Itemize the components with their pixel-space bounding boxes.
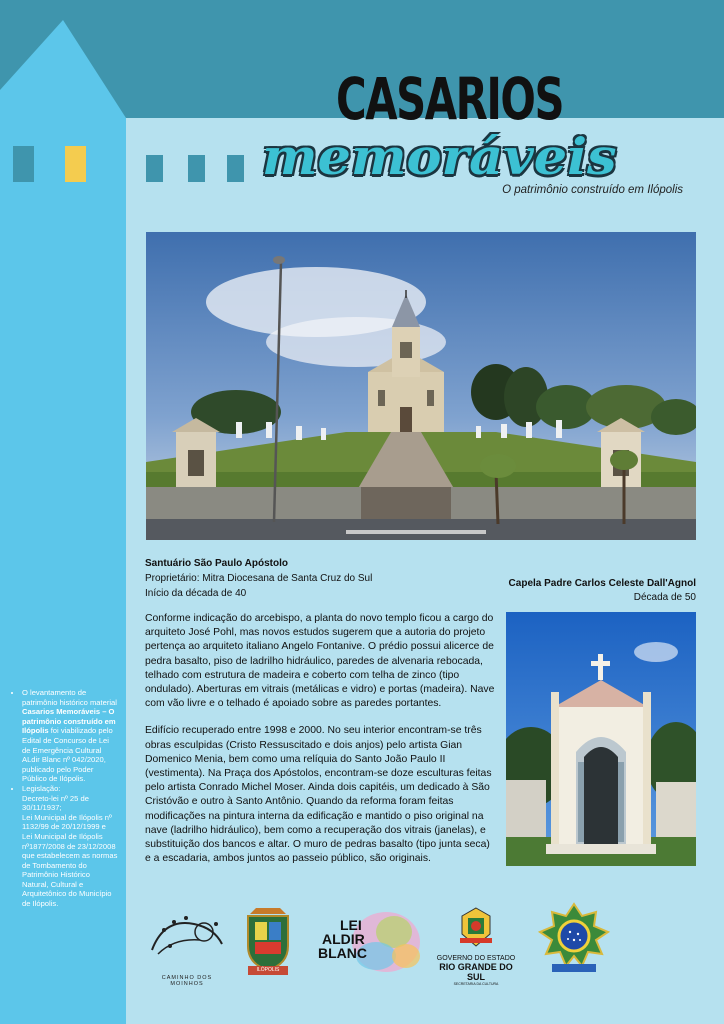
church-owner: Proprietário: Mitra Diocesana de Santa Cruz do Sul — [145, 573, 373, 584]
page-subtitle: O patrimônio construído em Ilópolis — [502, 184, 683, 196]
governo-rs-logo — [434, 906, 518, 986]
ilopolis-coat-of-arms — [240, 908, 296, 978]
chapel-name: Capela Padre Carlos Celeste Dall'Agnol — [508, 578, 696, 589]
brazil-arms-icon — [538, 902, 610, 978]
aldir-blanc-word-1: LEI — [340, 917, 362, 933]
church-date: Início da década de 40 — [145, 588, 247, 599]
caminho-logo-text: CAMINHO DOS MOINHOS — [161, 975, 213, 987]
mill-wheel-icon — [144, 910, 230, 966]
sidebar-legislation-b: Lei Municipal de Ilópolis nº 1132/99 de 20/12/1999 e — [22, 812, 112, 832]
church-name: Santuário São Paulo Apóstolo — [145, 558, 288, 569]
lei-aldir-blanc-logo — [314, 908, 424, 978]
sidebar-item-project-post: foi viabilizado pelo Edital de Concurso de Lei de Emergência Cultural ALdir Blanc nº 042/2020, publicado pelo Poder Público de Ilópolis. — [22, 726, 113, 784]
chapel-date: Década de 50 — [633, 592, 696, 603]
decor-square-2 — [188, 155, 205, 182]
sidebar-list — [8, 688, 118, 909]
sidebar-legislation-head: • Legislação: — [22, 783, 61, 793]
body-paragraph-1: Conforme indicação do arcebispo, a planta do novo templo ficou a cargo do arquiteto José Pohl, mas novos estudos sugerem que a autoria do projeto pertença ao arquiteto italiano Angelo Fontanive. O prédio possui alicerce de pedra basalto, piso de ladrilho hidráulico, paredes de alvenaria rebocada, telhado com estrutura de madeira e coberto com telha de zinco (tipo ondulado). Aberturas em vitrais (metálicas e vidro) e portas (madeira). Nave com vão livre e o telhado é apoiado sobre as paredes portantes. — [145, 613, 495, 710]
ilopolis-banner: ILÓPOLIS — [248, 966, 288, 975]
sidebar-legislation-a: Decreto-lei nº 25 de 30/11/1937; — [22, 793, 89, 813]
aldir-blanc-word-3: BLANC — [318, 945, 367, 961]
decor-square-1 — [146, 155, 163, 182]
governo-line-3: SECRETARIA DA CULTURA — [453, 982, 499, 986]
church-caption — [145, 556, 372, 601]
house-window-blue — [13, 146, 34, 182]
chapel-photo — [506, 612, 696, 866]
caminho-dos-moinhos-logo — [144, 910, 230, 987]
church-photo — [146, 232, 696, 540]
sidebar-item-project — [22, 688, 118, 784]
decor-square-3 — [227, 155, 244, 182]
sidebar-legislation-c: Lei Municipal de Ilópolis nº1877/2008 de 23/12/2008 que estabelecem as normas de Tombamento do Patrimônio Histórico Natural, Cultural e Arquitetônico do Município de Ilópolis. — [22, 831, 118, 909]
governo-line-1: GOVERNO DO ESTADO — [436, 955, 516, 962]
rs-coat-of-arms-icon — [456, 906, 496, 950]
house-window-yellow — [65, 146, 86, 182]
body-paragraph-2: Edifício recuperado entre 1998 e 2000. No seu interior encontram-se três obras esculpidas (Cristo Ressuscitado e dois anjos) pelo artista Gian Domenico Menia, bem como uma relíquia do Santo João Paulo II (vestimenta). Na Praça dos Apóstolos, encontram-se doze esculturas feitas pelo artista Conrado Michel Moser. Ainda dois capitéis, um dedicado à São Cristóvão e outro à Santo Antônio. Quando da reforma foram feitas modificações na pintura interna da edificação e mantido o piso original na nave (ladrilho hidráulico), bem como a recuperação dos vitrais (janelas), e substituição dos bancos e altar. O muro de pedras basalto (tipo junta seca) e a escadaria, ambos juntos ao passeio público, são originais. — [145, 725, 492, 865]
aldir-blanc-word-2: ALDIR — [322, 931, 365, 947]
sidebar-item-project-pre: O levantamento de patrimônio histórico material — [22, 688, 117, 707]
body-text — [145, 612, 495, 879]
sidebar-notes — [8, 688, 118, 909]
page-title-script: memoráveis — [262, 127, 617, 186]
brazil-coat-of-arms — [538, 902, 610, 978]
page-title: CASARIOS — [336, 65, 564, 133]
governo-line-2: RIO GRANDE DO SUL — [439, 962, 513, 982]
sidebar-item-legislation — [22, 784, 118, 909]
chapel-caption — [509, 577, 696, 605]
sidebar-item-project-title: Casarios Memoráveis – O patrimônio construído em Ilópolis — [22, 707, 116, 736]
